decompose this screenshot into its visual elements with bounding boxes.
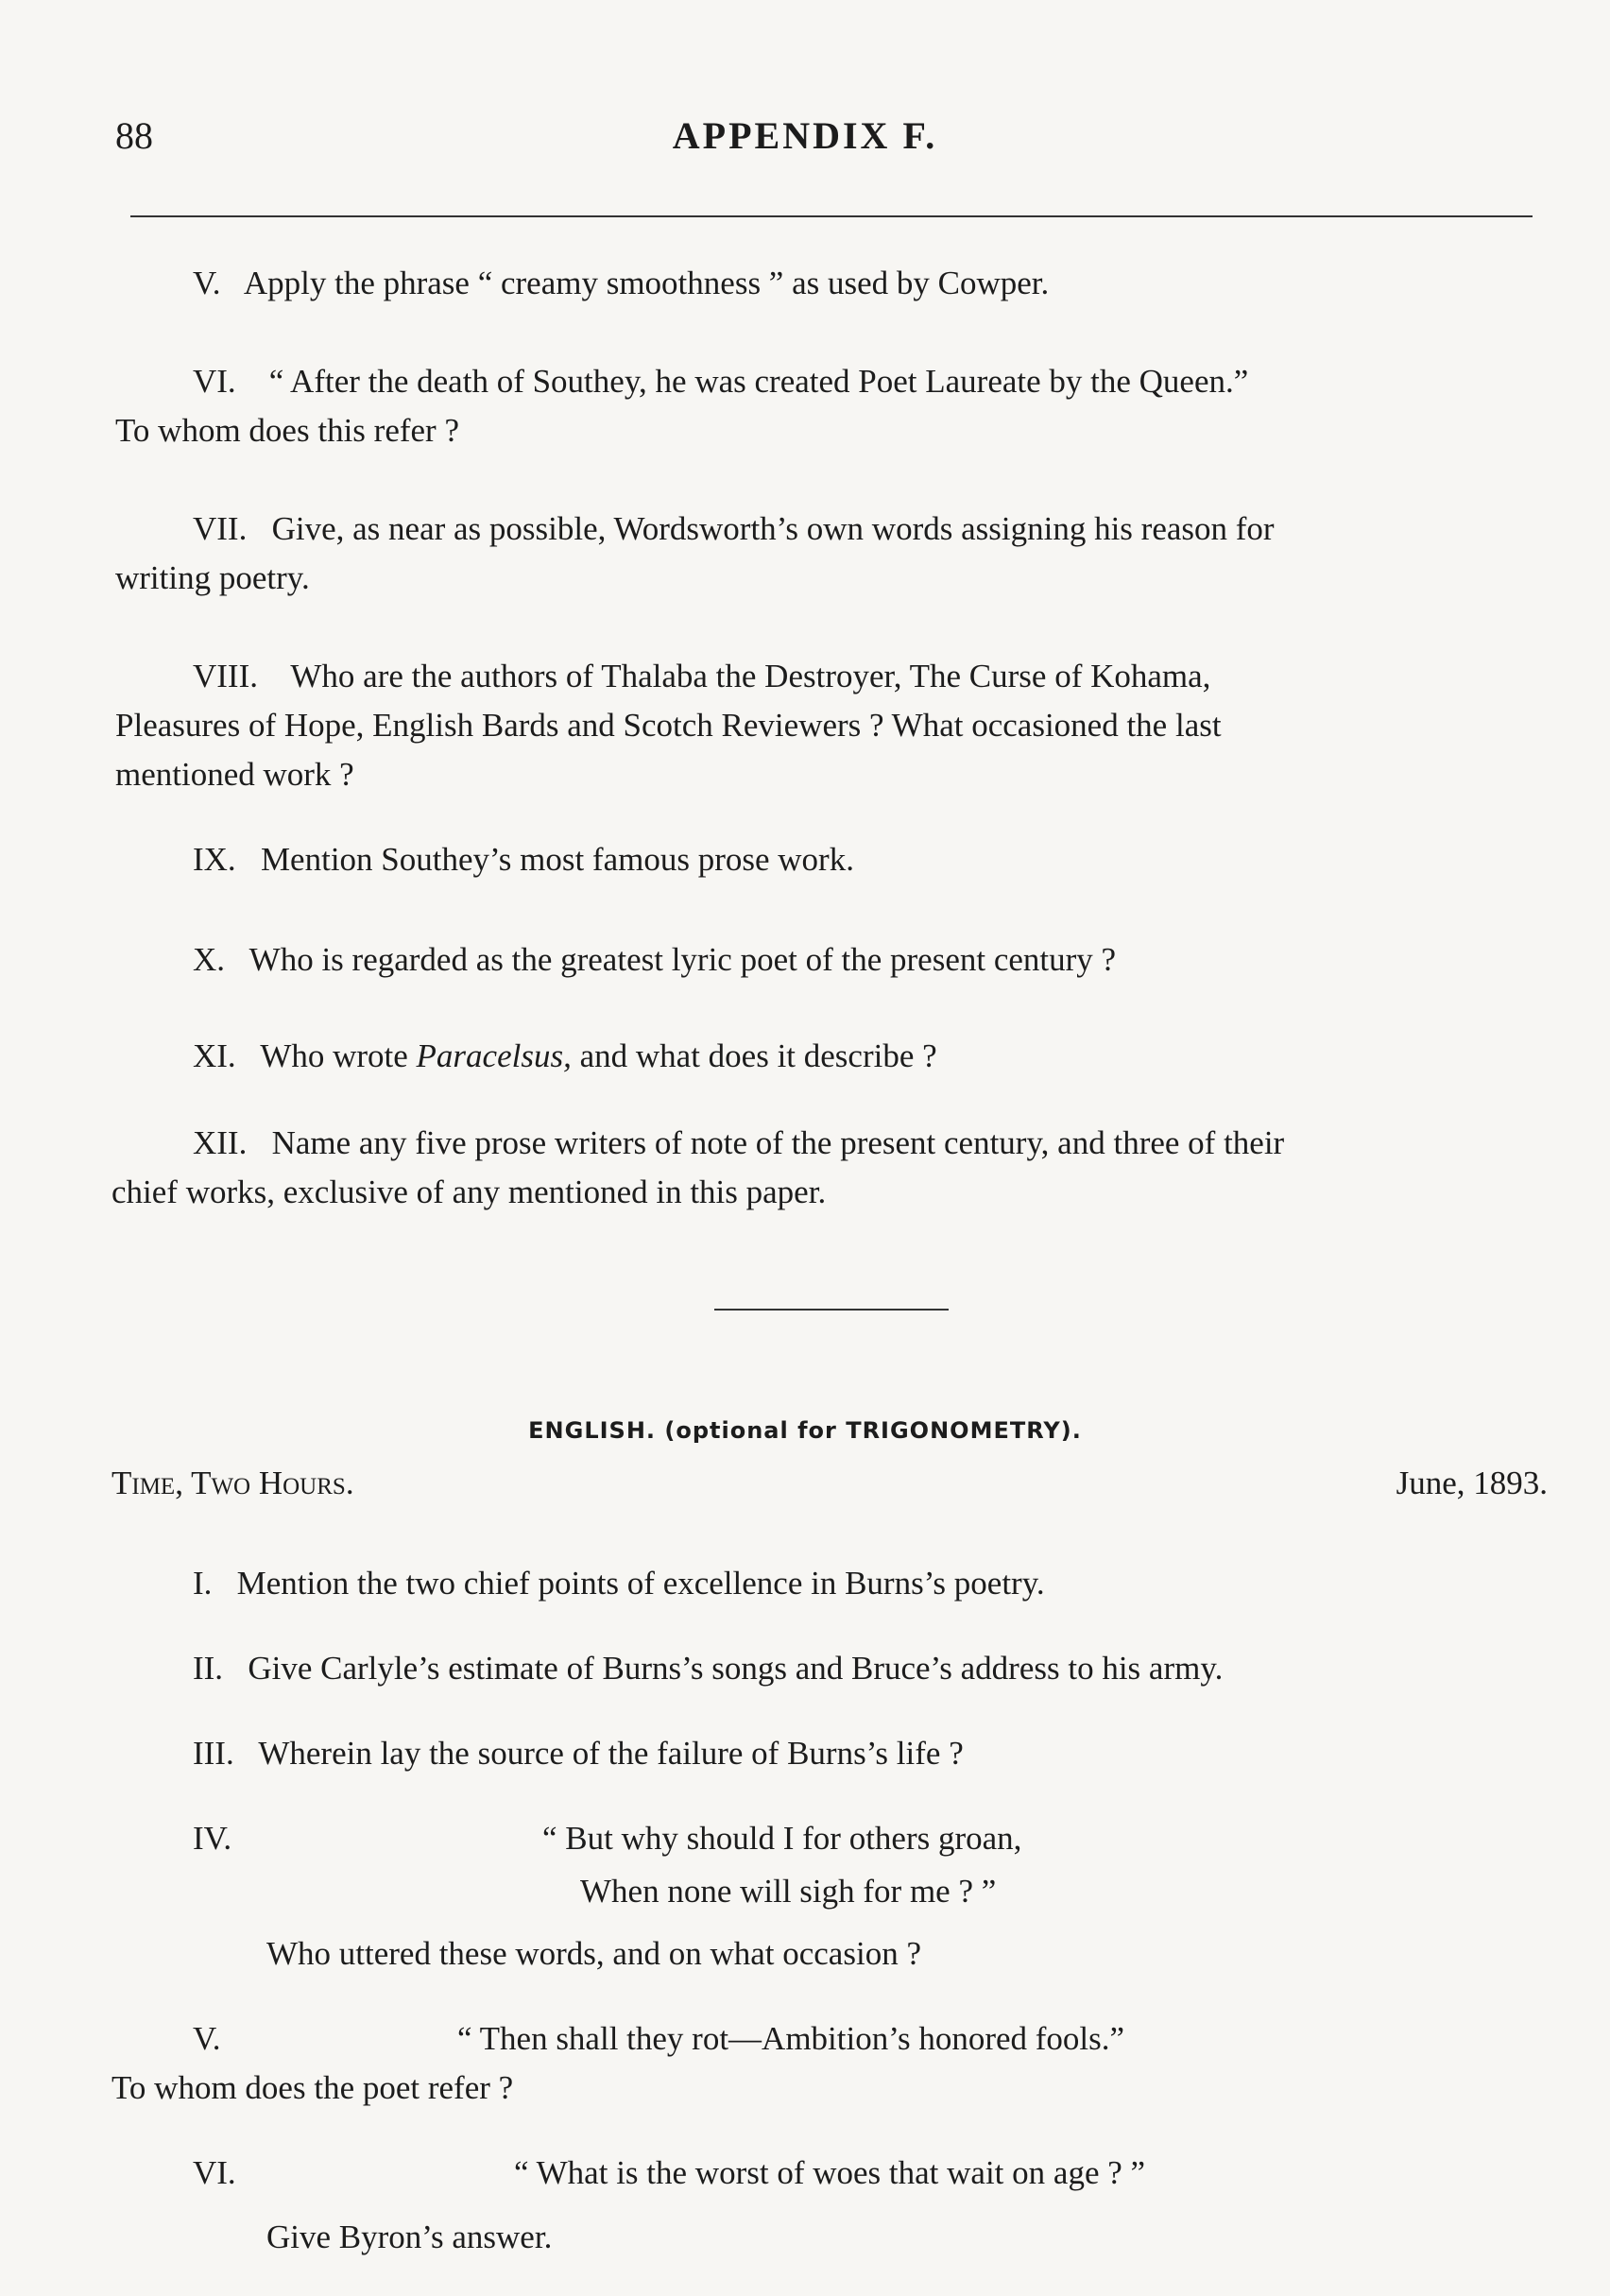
section-heading: ENGLISH. (optional for TRIGONOMETRY). xyxy=(528,1417,1082,1444)
question-number: VI. xyxy=(193,363,236,400)
question-x xyxy=(193,935,1116,985)
question-text: Name any five prose writers of note of the present century, and three of their xyxy=(271,1124,1285,1161)
question-ii xyxy=(193,1644,1223,1693)
question-text: Who uttered these words, and on what occasion ? xyxy=(266,1935,921,1972)
question-number: IV. xyxy=(193,1820,232,1857)
question-vi-continued xyxy=(115,406,459,455)
question-v-2-prompt xyxy=(111,2064,513,2113)
question-viii-line2 xyxy=(115,701,1222,750)
question-vi xyxy=(193,357,1248,406)
question-text: Who wrote xyxy=(260,1037,417,1074)
question-text: Apply the phrase “ creamy smoothness ” as used by Cowper. xyxy=(243,265,1050,301)
question-text: and what does it describe ? xyxy=(571,1037,937,1074)
question-iv-prompt xyxy=(266,1929,921,1979)
quote-line: “ Then shall they rot—Ambition’s honored fools.” xyxy=(457,2020,1125,2057)
question-text: To whom does this refer ? xyxy=(115,412,459,449)
exam-time: Time, Two Hours. xyxy=(111,1465,354,1501)
question-number: I. xyxy=(193,1565,213,1602)
question-v-2 xyxy=(193,2014,221,2064)
quote-line: When none will sigh for me ? ” xyxy=(580,1873,997,1910)
question-v xyxy=(193,259,1049,308)
question-ix xyxy=(193,835,854,884)
question-vi-2 xyxy=(193,2149,236,2198)
question-text: writing poetry. xyxy=(115,559,310,596)
question-text: To whom does the poet refer ? xyxy=(111,2069,514,2106)
question-text: mentioned work ? xyxy=(115,756,354,793)
question-text: “ After the death of Southey, he was created Poet Laureate by the Queen.” xyxy=(268,363,1249,400)
question-iii xyxy=(193,1729,964,1778)
question-xii-continued xyxy=(111,1168,826,1217)
question-text: Mention Southey’s most famous prose work. xyxy=(260,841,854,878)
question-xi xyxy=(193,1032,937,1081)
question-number: V. xyxy=(193,265,221,301)
exam-info-line xyxy=(111,1465,1548,1502)
header-rule xyxy=(130,215,1533,217)
question-number: VIII. xyxy=(193,658,258,694)
question-text: Pleasures of Hope, English Bards and Scotch Reviewers ? What occasioned the last xyxy=(115,707,1222,744)
question-number: VI. xyxy=(193,2154,236,2191)
question-number: VII. xyxy=(193,510,248,547)
quote-line: “ What is the worst of woes that wait on age ? ” xyxy=(514,2154,1146,2191)
question-number: V. xyxy=(193,2020,221,2057)
question-i xyxy=(193,1559,1045,1608)
question-text: Who are the authors of Thalaba the Destroyer, The Curse of Kohama, xyxy=(290,658,1211,694)
question-text: Give Byron’s answer. xyxy=(266,2219,553,2255)
question-vii xyxy=(193,505,1275,554)
question-text: Give Carlyle’s estimate of Burns’s songs and Bruce’s address to his army. xyxy=(248,1650,1224,1687)
question-number: III. xyxy=(193,1735,234,1772)
question-viii xyxy=(193,652,1210,701)
question-number: XI. xyxy=(193,1037,236,1074)
question-vi-2-prompt xyxy=(266,2213,552,2262)
question-number: XII. xyxy=(193,1124,248,1161)
question-vii-continued xyxy=(115,554,310,603)
question-xii xyxy=(193,1119,1284,1168)
question-iv xyxy=(193,1814,231,1863)
question-number: IX. xyxy=(193,841,236,878)
question-text: Who is regarded as the greatest lyric poet of the present century ? xyxy=(248,941,1117,978)
question-text: Mention the two chief points of excellence in Burns’s poetry. xyxy=(236,1565,1045,1602)
question-text: chief works, exclusive of any mentioned in this paper. xyxy=(111,1174,827,1210)
question-viii-line3 xyxy=(115,750,354,799)
question-number: X. xyxy=(193,941,226,978)
section-divider xyxy=(714,1309,949,1311)
quote-line: “ But why should I for others groan, xyxy=(542,1820,1022,1857)
question-text: Give, as near as possible, Wordsworth’s own words assigning his reason for xyxy=(271,510,1275,547)
page-number: 88 xyxy=(115,114,153,157)
page-title: APPENDIX F. xyxy=(672,114,938,157)
exam-date: June, 1893. xyxy=(1396,1465,1548,1501)
question-number: II. xyxy=(193,1650,224,1687)
question-text: Wherein lay the source of the failure of Burns’s life ? xyxy=(258,1735,964,1772)
question-text-italic: Paracelsus, xyxy=(416,1037,572,1074)
